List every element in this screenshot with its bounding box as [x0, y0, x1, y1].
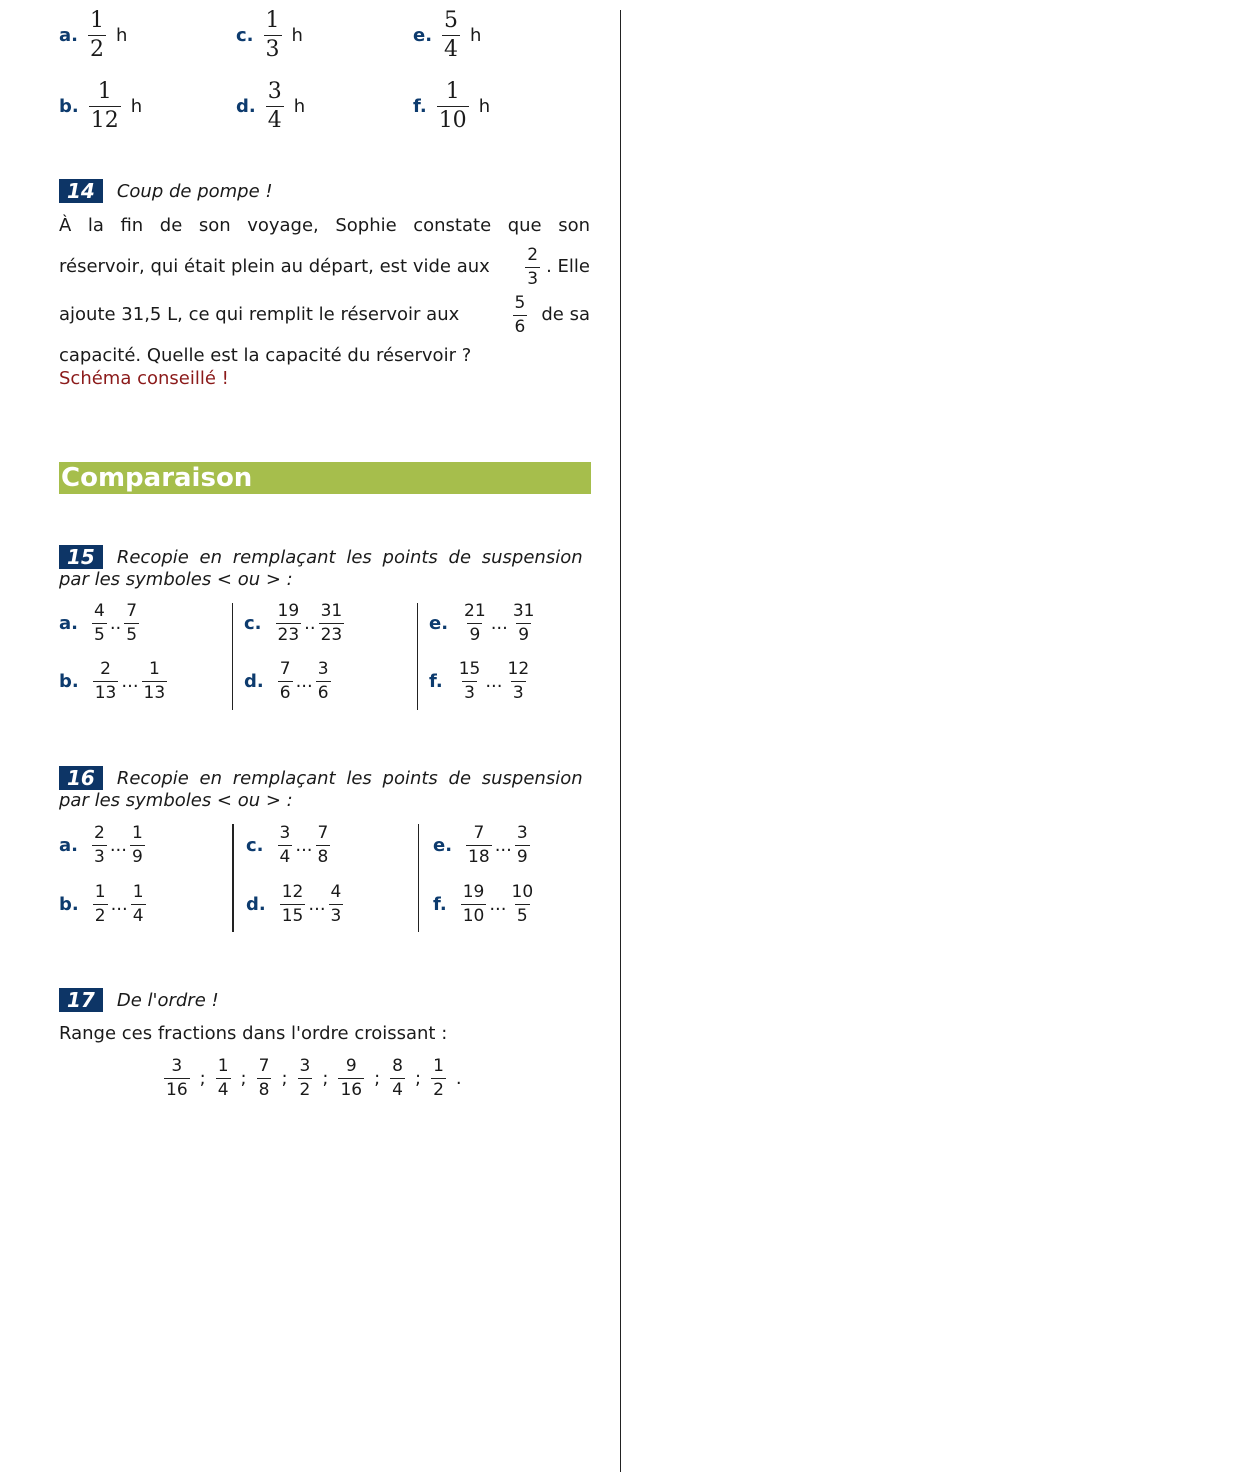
fraction: [457, 661, 483, 702]
exercise-15-instruction: par les symboles < ou > :: [59, 569, 293, 590]
fraction: [511, 603, 537, 644]
numerator: 1: [132, 882, 144, 902]
fraction: [316, 825, 331, 866]
text: Recopie en remplaçant les points de suspension: [116, 767, 583, 789]
numerator: 3: [317, 659, 329, 679]
item-label: b.: [59, 96, 79, 117]
denominator: 3: [330, 906, 342, 926]
top-item-a: [59, 10, 127, 61]
section-title-bar: Comparaison: [59, 462, 591, 494]
numerator: 1: [445, 79, 460, 104]
ellipsis: ...: [489, 893, 507, 915]
comparison-item-a: [59, 603, 139, 644]
fraction: [89, 81, 121, 132]
comparison-item-e: [429, 603, 537, 644]
text: ajoute 31,5 L, ce qui remplit le réservoir aux: [59, 304, 460, 325]
numerator: 1: [97, 79, 112, 104]
exercise-15-header: [59, 545, 583, 569]
numerator: 3: [299, 1056, 311, 1076]
exercise-17-text: Range ces fractions dans l'ordre croissant :: [59, 1023, 448, 1044]
numerator: 1: [89, 8, 104, 33]
denominator: 6: [317, 683, 329, 703]
denominator: 13: [143, 683, 166, 703]
numerator: 1: [217, 1056, 229, 1076]
comparison-item-c: [246, 825, 330, 866]
item-label: e.: [413, 25, 433, 46]
text: .: [455, 1068, 462, 1089]
numerator: 2: [100, 659, 111, 679]
denominator: 4: [279, 847, 291, 867]
denominator: 16: [166, 1080, 188, 1100]
denominator: 10: [462, 906, 485, 926]
denominator: 9: [516, 847, 528, 867]
numerator: 12: [281, 882, 304, 902]
text: h: [470, 25, 482, 46]
denominator: 2: [299, 1080, 311, 1100]
exercise-title: Coup de pompe !: [116, 180, 273, 202]
top-item-d: [236, 81, 305, 132]
fraction: [513, 292, 528, 337]
fraction: [319, 603, 345, 644]
numerator: 7: [126, 601, 138, 621]
ellipsis: ..: [304, 612, 316, 634]
denominator: 3: [512, 683, 524, 703]
item-label: d.: [236, 96, 256, 117]
numerator: 10: [511, 882, 534, 902]
item-label: e.: [433, 835, 453, 856]
fraction: [278, 661, 293, 702]
fraction-list: [164, 1058, 462, 1099]
numerator: 1: [433, 1056, 444, 1076]
fraction: [280, 884, 306, 925]
exercise-16-instruction: par les symboles < ou > :: [59, 790, 293, 811]
numerator: 31: [512, 601, 535, 621]
ellipsis: ...: [110, 893, 128, 915]
denominator: 9: [469, 625, 481, 645]
item-label: d.: [246, 894, 266, 915]
fraction: [431, 1058, 446, 1099]
fraction: [257, 1058, 272, 1099]
denominator: 5: [93, 625, 105, 645]
ellipsis: ...: [485, 670, 503, 692]
text: h: [293, 96, 306, 117]
denominator: 3: [265, 37, 280, 62]
numerator: 1: [265, 8, 280, 33]
text: ;: [322, 1068, 329, 1089]
exercise-number-badge: 14: [59, 179, 103, 203]
item-label: c.: [236, 25, 254, 46]
fraction: [92, 825, 107, 866]
comparison-item-e: [433, 825, 530, 866]
numerator: 31: [320, 601, 343, 621]
text: . Elle: [546, 256, 590, 277]
ellipsis: ..: [109, 612, 122, 634]
item-label: a.: [59, 613, 78, 634]
fraction: [442, 10, 460, 61]
comparison-item-d: [244, 661, 331, 702]
numerator: 19: [462, 882, 485, 902]
denominator: 12: [90, 108, 119, 133]
fraction: [329, 884, 344, 925]
numerator: 1: [148, 659, 160, 679]
fraction: [506, 661, 532, 702]
top-item-e: [413, 10, 481, 61]
fraction: [390, 1058, 405, 1099]
item-label: e.: [429, 613, 449, 634]
fraction: [130, 825, 145, 866]
denominator: 5: [516, 906, 528, 926]
fraction: [316, 661, 331, 702]
denominator: 23: [277, 625, 300, 645]
comparison-item-b: [59, 661, 167, 702]
denominator: 16: [340, 1080, 363, 1100]
fraction: [88, 10, 106, 61]
fraction: [93, 661, 119, 702]
denominator: 4: [444, 37, 459, 62]
text: capacité. Quelle est la capacité du réservoir ?: [59, 345, 472, 366]
numerator: 21: [464, 601, 486, 621]
fraction: [466, 825, 492, 866]
fraction: [278, 825, 293, 866]
fraction: [515, 825, 530, 866]
denominator: 9: [518, 625, 530, 645]
item-label: a.: [59, 835, 78, 856]
fraction: [264, 10, 282, 61]
ellipsis: ...: [490, 612, 508, 634]
comparison-item-c: [244, 603, 344, 644]
item-label: a.: [59, 25, 78, 46]
numerator: 7: [473, 823, 485, 843]
item-label: f.: [433, 894, 447, 915]
numerator: 2: [93, 823, 105, 843]
item-label: f.: [429, 671, 443, 692]
fraction: [124, 603, 139, 644]
comparison-item-d: [246, 884, 343, 925]
fraction: [525, 244, 540, 289]
comparison-item-f: [433, 884, 535, 925]
denominator: 4: [217, 1080, 229, 1100]
exercise-number-badge: 17: [59, 988, 103, 1012]
fraction: [461, 884, 487, 925]
fraction: [510, 884, 536, 925]
denominator: 9: [131, 847, 143, 867]
fraction: [142, 661, 168, 702]
fraction: [437, 81, 469, 132]
exercise-14-text: [59, 209, 590, 373]
numerator: 7: [279, 659, 291, 679]
numerator: 15: [458, 659, 481, 679]
text: ;: [414, 1068, 422, 1089]
comparison-item-a: [59, 825, 145, 866]
numerator: 19: [277, 601, 300, 621]
numerator: 1: [131, 823, 143, 843]
hint-text: Schéma conseillé !: [59, 368, 229, 389]
denominator: 13: [94, 683, 117, 703]
denominator: 10: [438, 108, 467, 133]
fraction: [131, 884, 146, 925]
text: h: [115, 25, 128, 46]
text: ;: [199, 1068, 206, 1089]
denominator: 8: [317, 847, 329, 867]
comparison-item-f: [429, 661, 531, 702]
fraction: [276, 603, 302, 644]
text: de sa: [541, 304, 590, 325]
text: Recopie en remplaçant les points de suspension: [116, 546, 583, 568]
numerator: 3: [171, 1056, 183, 1076]
fraction: [266, 81, 284, 132]
denominator: 18: [468, 847, 490, 867]
denominator: 3: [93, 847, 105, 867]
text: h: [291, 25, 303, 46]
column-divider: [620, 10, 621, 1472]
numerator: 3: [267, 79, 282, 104]
text: réservoir, qui était plein au départ, est vide aux: [59, 256, 490, 277]
denominator: 2: [433, 1080, 444, 1100]
denominator: 2: [94, 906, 106, 926]
denominator: 15: [281, 906, 304, 926]
item-label: c.: [244, 613, 262, 634]
exercise-title: De l'ordre !: [116, 989, 219, 1011]
ellipsis: ...: [121, 670, 139, 692]
denominator: 2: [89, 37, 104, 62]
column-separator: [418, 824, 419, 932]
denominator: 4: [392, 1080, 403, 1100]
denominator: 23: [320, 625, 343, 645]
text: ;: [281, 1068, 288, 1089]
ellipsis: ...: [295, 670, 313, 692]
top-item-f: [413, 81, 490, 132]
comparison-item-b: [59, 884, 146, 925]
column-separator: [417, 603, 418, 710]
denominator: 8: [258, 1080, 270, 1100]
fraction: [338, 1058, 364, 1099]
ellipsis: ...: [109, 834, 127, 856]
numerator: 9: [345, 1056, 357, 1076]
denominator: 4: [267, 108, 282, 133]
numerator: 4: [330, 882, 342, 902]
fraction: [92, 603, 107, 644]
fraction: [164, 1058, 190, 1099]
exercise-number-badge: 15: [59, 545, 103, 569]
fraction: [93, 884, 108, 925]
item-label: d.: [244, 671, 264, 692]
text: ;: [374, 1068, 381, 1089]
item-label: c.: [246, 835, 264, 856]
numerator: 4: [93, 601, 105, 621]
exercise-16-header: [59, 766, 583, 790]
ellipsis: ...: [308, 893, 326, 915]
text: À la fin de son voyage, Sophie constate que son: [59, 215, 590, 236]
item-label: b.: [59, 671, 79, 692]
numerator: 12: [507, 659, 530, 679]
item-label: f.: [413, 96, 427, 117]
numerator: 7: [258, 1056, 270, 1076]
numerator: 5: [444, 8, 459, 33]
denominator: 6: [514, 316, 526, 337]
numerator: 7: [317, 823, 329, 843]
numerator: 3: [516, 823, 528, 843]
numerator: 3: [279, 823, 291, 843]
exercise-number-badge: 16: [59, 766, 103, 790]
denominator: 4: [132, 906, 144, 926]
numerator: 1: [94, 882, 106, 902]
text: ;: [240, 1068, 247, 1089]
denominator: 6: [279, 683, 291, 703]
fraction: [462, 603, 488, 644]
text: h: [478, 96, 491, 117]
column-separator: [232, 824, 234, 932]
ellipsis: ...: [295, 834, 313, 856]
fraction: [216, 1058, 231, 1099]
text: h: [130, 96, 143, 117]
exercise-14-header: [59, 179, 273, 203]
exercise-17-header: [59, 988, 219, 1012]
top-item-c: [236, 10, 303, 61]
denominator: 5: [126, 625, 138, 645]
denominator: 3: [464, 683, 475, 703]
column-separator: [232, 603, 233, 710]
numerator: 2: [527, 244, 539, 265]
numerator: 5: [514, 292, 526, 313]
item-label: b.: [59, 894, 79, 915]
fraction: [298, 1058, 313, 1099]
top-item-b: [59, 81, 142, 132]
denominator: 3: [527, 268, 539, 289]
ellipsis: ...: [494, 834, 512, 856]
numerator: 8: [392, 1056, 403, 1076]
